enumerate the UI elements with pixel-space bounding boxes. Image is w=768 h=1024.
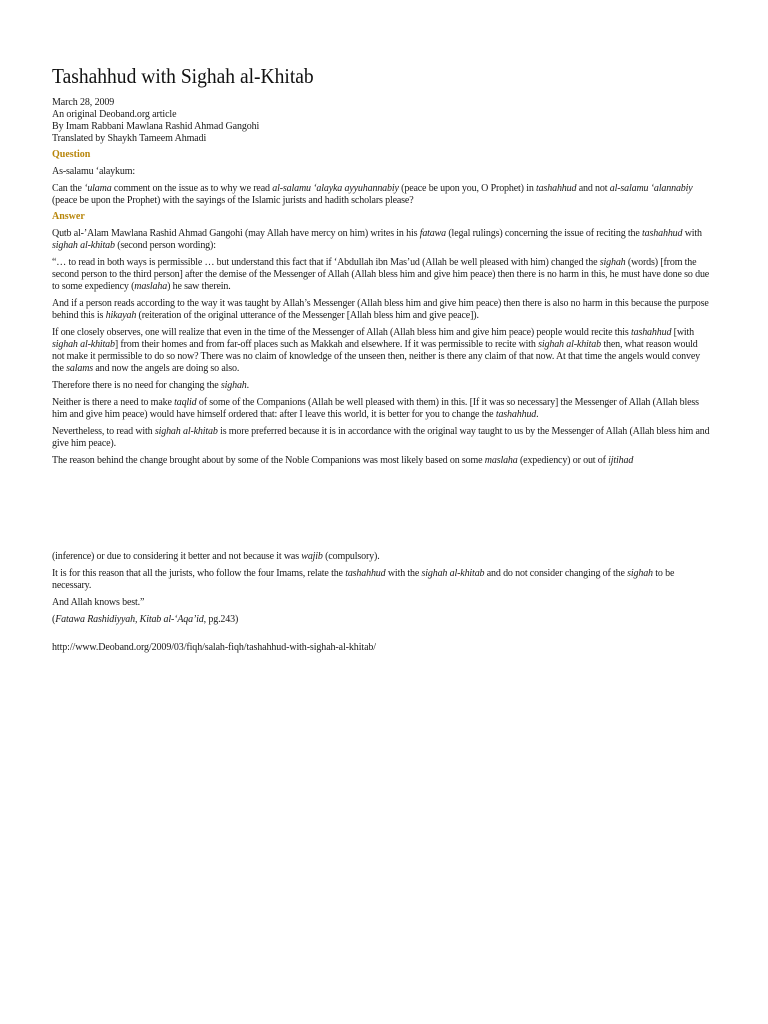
answer-paragraph-5: Therefore there is no need for changing the sighah. <box>52 380 250 391</box>
question-heading: Question <box>52 149 91 160</box>
question-text: Can the ‘ulama comment on the issue as to why we read al-salamu ‘alayka ayyuhannabiy (peace be upon you, O Prophet) in tashahhud and not al-salamu ‘alannabiy (peace be upon the Prophet) with the sayings of the Islamic jurists and hadith scholars please? <box>52 183 693 206</box>
answer-paragraph-7: Nevertheless, to read with sighah al-khitab is more preferred because it is in accordance with the original way taught to us by the Messenger of Allah (Allah bless him and give him peace). <box>52 426 710 449</box>
answer-paragraph-4: If one closely observes, one will realize that even in the time of the Messenger of Allah (Allah bless him and give him peace) people would recite this tashahhud [with sighah al-khitab] from their homes and from far-off places such as Makkah and elsewhere. If it was permissible to recite with sighah al-khitab then, what reason would not make it permissible to do so now? There was no claim of knowledge of the unseen then, neither is there any claim of that now. At that time the angels would convey the salams and now the angels are doing so also. <box>52 327 700 374</box>
page-title: Tashahhud with Sighah al-Khitab <box>52 64 314 88</box>
answer-paragraph-2: “… to read in both ways is permissible … but understand this fact that if ‘Abdullah ibn Mas’ud (Allah be well pleased with him) changed the sighah (words) [from the second person to the third person] after the demise of the Messenger of Allah (Allah bless him and give him peace) then there is no harm in this, he must have done so due to some expediency (maslaha) he saw therein. <box>52 257 710 292</box>
answer-paragraph-1: Qutb al-’Alam Mawlana Rashid Ahmad Gangohi (may Allah have mercy on him) writes in his fatawa (legal rulings) concerning the issue of reciting the tashahhud with sighah al-khitab (second person wording): <box>52 228 702 251</box>
answer-paragraph-10: It is for this reason that all the jurists, who follow the four Imams, relate the tashahhud with the sighah al-khitab and do not consider changing of the sighah to be necessary. <box>52 568 675 591</box>
source-url: http://www.Deoband.org/2009/03/fiqh/salah-fiqh/tashahhud-with-sighah-al-khitab/ <box>52 642 376 653</box>
answer-paragraph-3: And if a person reads according to the way it was taught by Allah’s Messenger (Allah bless him and give him peace) then there is also no harm in this because the purpose behind this is hikayah (reiteration of the original utterance of the Messenger [Allah bless him and give peace]). <box>52 298 709 321</box>
article-date: March 28, 2009 <box>52 97 115 108</box>
answer-paragraph-9: (inference) or due to considering it better and not because it was wajib (compulsory). <box>52 551 380 562</box>
article <box>52 64 712 654</box>
article-author: By Imam Rabbani Mawlana Rashid Ahmad Gangohi <box>52 121 260 132</box>
blank-space <box>52 467 712 551</box>
citation: (Fatawa Rashidiyyah, Kitab al-‘Aqa’id, pg.243) <box>52 614 239 625</box>
answer-paragraph-6: Neither is there a need to make taqlid of some of the Companions (Allah be well pleased with them) in this. [If it was so necessary] the Messenger of Allah (Allah bless him and give him peace) would have himself ordered that: after I leave this world, it is better for you to change the tashahhud. <box>52 397 699 420</box>
answer-paragraph-8: The reason behind the change brought about by some of the Noble Companions was most likely based on some maslaha (expediency) or out of ijtihad <box>52 455 634 466</box>
article-source: An original Deoband.org article <box>52 109 177 120</box>
article-meta <box>52 97 712 145</box>
article-translator: Translated by Shaykh Tameem Ahmadi <box>52 133 207 144</box>
answer-closing: And Allah knows best.” <box>52 597 145 608</box>
question-greeting: As-salamu ‘alaykum: <box>52 166 135 177</box>
answer-heading: Answer <box>52 211 85 222</box>
